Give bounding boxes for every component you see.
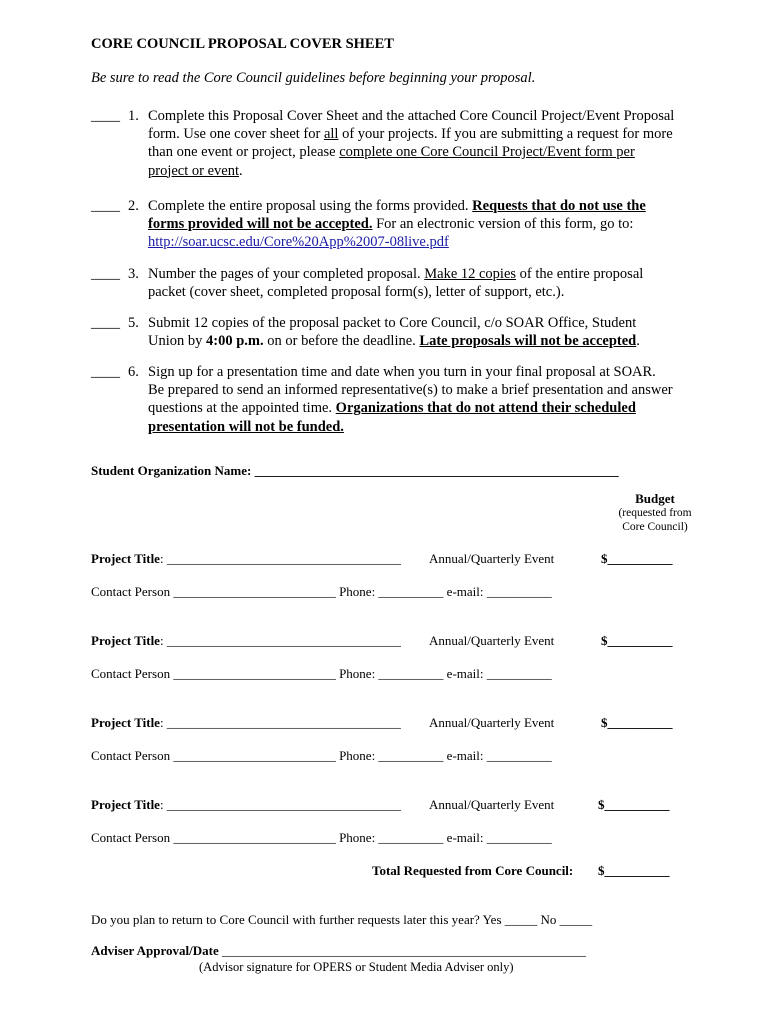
- step-text-line: forms provided will not be accepted. For an electronic version of this form, go to:: [148, 216, 634, 233]
- project-title-row: Project Title: ____________________________________: [91, 551, 401, 566]
- step-number: 1.: [128, 108, 139, 124]
- budget-subheader: Core Council): [622, 521, 688, 533]
- step-text-line: Be prepared to send an informed representative(s) to make a brief presentation and answer: [148, 382, 673, 399]
- step-text-line: Complete this Proposal Cover Sheet and the attached Core Council Project/Event Proposal: [148, 108, 675, 124]
- project-title-field[interactable]: ____________________________________: [166, 715, 401, 730]
- annual-quarterly-event-label: Annual/Quarterly Event: [429, 715, 555, 730]
- budget-amount-field[interactable]: $__________: [601, 633, 673, 648]
- contact-row[interactable]: Contact Person _________________________ Phone: __________ e-mail: __________: [91, 748, 552, 763]
- step-text-line: project or event.: [148, 162, 243, 179]
- step-text-line: form. Use one cover sheet for all of your projects. If you are submitting a request for more: [148, 126, 673, 143]
- step-text-line: than one event or project, please complete one Core Council Project/Event form per: [148, 144, 635, 161]
- adviser-note: (Advisor signature for OPERS or Student Media Adviser only): [199, 960, 514, 974]
- checkbox-blank[interactable]: ____: [91, 364, 120, 380]
- project-title-row: Project Title: ____________________________________: [91, 797, 401, 812]
- step-text-line: Sign up for a presentation time and date when you turn in your final proposal at SOAR.: [148, 364, 656, 380]
- total-amount-field[interactable]: $__________: [598, 863, 670, 878]
- checkbox-blank[interactable]: ____: [91, 315, 120, 331]
- org-name-field[interactable]: ________________________________________________________: [254, 463, 619, 478]
- checkbox-blank[interactable]: ____: [91, 198, 120, 214]
- adviser-approval-label: Adviser Approval/Date: [91, 943, 219, 958]
- step-number: 2.: [128, 198, 139, 214]
- budget-amount-field[interactable]: $__________: [601, 551, 673, 566]
- project-title-field[interactable]: ____________________________________: [166, 633, 401, 648]
- adviser-signature-field[interactable]: ________________________________________________________: [218, 943, 586, 958]
- step-text-line: Complete the entire proposal using the forms provided. Requests that do not use the: [148, 198, 646, 214]
- annual-quarterly-event-label: Annual/Quarterly Event: [429, 551, 555, 566]
- budget-amount-field[interactable]: $__________: [601, 715, 673, 730]
- annual-quarterly-event-label: Annual/Quarterly Event: [429, 797, 555, 812]
- document-title: CORE COUNCIL PROPOSAL COVER SHEET: [91, 36, 394, 52]
- budget-amount-field[interactable]: $__________: [598, 797, 670, 812]
- contact-row[interactable]: Contact Person _________________________ Phone: __________ e-mail: __________: [91, 666, 552, 681]
- step-text-line: presentation will not be funded.: [148, 418, 344, 435]
- adviser-approval-row: [91, 943, 586, 959]
- step-text-line: questions at the appointed time. Organizations that do not attend their scheduled: [148, 400, 636, 417]
- step-number: 6.: [128, 364, 139, 380]
- budget-subheader: (requested from: [618, 507, 692, 519]
- contact-row[interactable]: Contact Person _________________________ Phone: __________ e-mail: __________: [91, 830, 552, 845]
- step-text-line: packet (cover sheet, completed proposal form(s), letter of support, etc.).: [148, 284, 565, 301]
- step-text-line: Submit 12 copies of the proposal packet to Core Council, c/o SOAR Office, Student: [148, 315, 637, 331]
- checkbox-blank[interactable]: ____: [91, 266, 120, 282]
- total-requested-label: Total Requested from Core Council:: [372, 863, 574, 878]
- proposal-form-link[interactable]: http://soar.ucsc.edu/Core%20App%2007-08live.pdf: [148, 234, 449, 251]
- project-title-row: Project Title: ____________________________________: [91, 715, 401, 730]
- annual-quarterly-event-label: Annual/Quarterly Event: [429, 633, 555, 648]
- budget-header: Budget: [635, 491, 675, 506]
- org-name-label: Student Organization Name:: [91, 463, 252, 478]
- step-text-line: Union by 4:00 p.m. on or before the deadline. Late proposals will not be accepted.: [148, 333, 640, 350]
- checkbox-blank[interactable]: ____: [91, 108, 120, 124]
- project-title-field[interactable]: ____________________________________: [166, 551, 401, 566]
- step-number: 5.: [128, 315, 139, 331]
- project-title-field[interactable]: ____________________________________: [166, 797, 401, 812]
- step-text-line: Number the pages of your completed proposal. Make 12 copies of the entire proposal: [148, 266, 644, 282]
- step-number: 3.: [128, 266, 139, 282]
- org-name-row: [91, 463, 619, 479]
- project-title-row: Project Title: ____________________________________: [91, 633, 401, 648]
- contact-row[interactable]: Contact Person _________________________ Phone: __________ e-mail: __________: [91, 584, 552, 599]
- intro-instruction: Be sure to read the Core Council guidelines before beginning your proposal.: [91, 70, 536, 86]
- further-requests-question[interactable]: Do you plan to return to Core Council with further requests later this year? Yes _____ No _____: [91, 912, 593, 927]
